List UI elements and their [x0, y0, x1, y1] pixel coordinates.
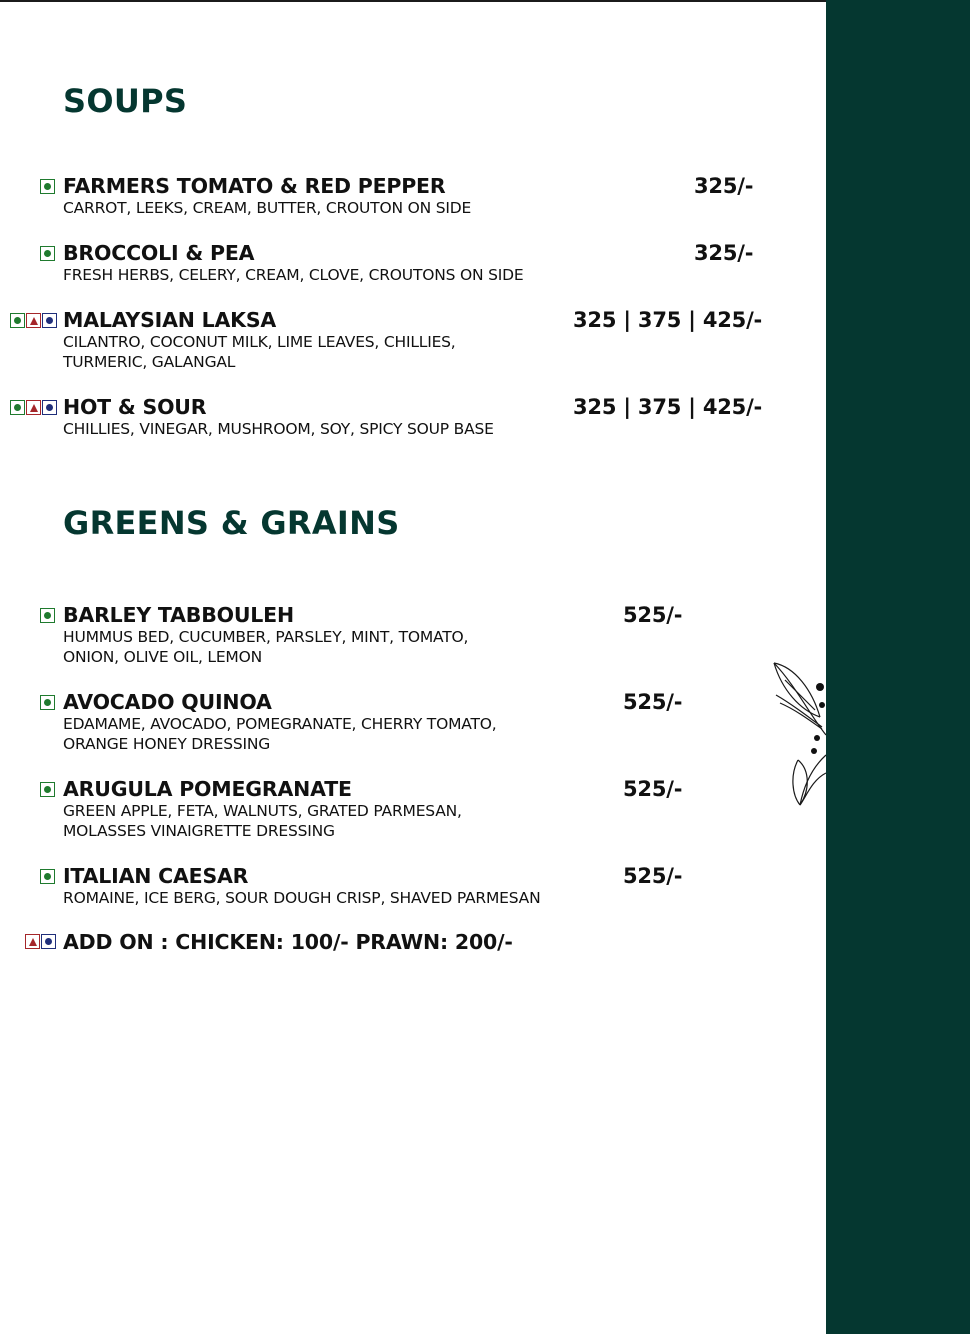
item-name: FARMERS TOMATO & RED PEPPER [63, 174, 446, 198]
item-name: BROCCOLI & PEA [63, 241, 255, 265]
item-price: 325 | 375 | 425/- [573, 395, 763, 419]
item-description: FRESH HERBS, CELERY, CREAM, CLOVE, CROUTONS ON SIDE [63, 266, 524, 284]
non-veg-mark-icon [26, 400, 41, 415]
menu-item [63, 777, 462, 841]
item-description-line: HUMMUS BED, CUCUMBER, PARSLEY, MINT, TOMATO, [63, 628, 469, 646]
menu-item [63, 603, 468, 667]
item-price: 325/- [694, 174, 754, 198]
diet-marks [40, 782, 55, 797]
veg-mark-icon [40, 608, 55, 623]
top-rule [0, 0, 826, 2]
item-description: CHILLIES, VINEGAR, MUSHROOM, SOY, SPICY SOUP BASE [63, 420, 494, 438]
veg-mark-icon [40, 246, 55, 261]
item-description-line: ORANGE HONEY DRESSING [63, 735, 271, 753]
item-description: ROMAINE, ICE BERG, SOUR DOUGH CRISP, SHAVED PARMESAN [63, 889, 541, 907]
egg-mark-icon [42, 313, 57, 328]
item-price: 325 | 375 | 425/- [573, 308, 763, 332]
veg-mark-icon [40, 869, 55, 884]
leaf-branch-illustration [770, 655, 826, 815]
non-veg-mark-icon [26, 313, 41, 328]
diet-marks [10, 313, 57, 328]
item-name: AVOCADO QUINOA [63, 690, 272, 714]
non-veg-mark-icon [25, 934, 40, 949]
item-price: 525/- [623, 777, 683, 801]
item-description: CARROT, LEEKS, CREAM, BUTTER, CROUTON ON SIDE [63, 199, 472, 217]
item-name: MALAYSIAN LAKSA [63, 308, 277, 332]
menu-item [63, 395, 494, 439]
diet-marks [40, 695, 55, 710]
veg-mark-icon [10, 400, 25, 415]
menu-item [63, 241, 523, 285]
diet-marks [40, 179, 55, 194]
section-title-soups: SOUPS [63, 82, 188, 120]
veg-mark-icon [10, 313, 25, 328]
egg-mark-icon [41, 934, 56, 949]
diet-marks [25, 934, 56, 949]
item-description-line: MOLASSES VINAIGRETTE DRESSING [63, 822, 335, 840]
veg-mark-icon [40, 782, 55, 797]
item-description-line: CILANTRO, COCONUT MILK, LIME LEAVES, CHILLIES, [63, 333, 456, 351]
section-title-greens-grains: GREENS & GRAINS [63, 504, 400, 542]
menu-item [63, 174, 471, 218]
egg-mark-icon [42, 400, 57, 415]
item-description-line: GREEN APPLE, FETA, WALNUTS, GRATED PARMESAN, [63, 802, 462, 820]
side-panel [826, 0, 970, 1334]
item-description-line: EDAMAME, AVOCADO, POMEGRANATE, CHERRY TOMATO, [63, 715, 497, 733]
add-on-line: ADD ON : CHICKEN: 100/- PRAWN: 200/- [63, 930, 513, 954]
veg-mark-icon [40, 695, 55, 710]
menu-item [63, 864, 540, 908]
menu-item [63, 690, 496, 754]
diet-marks [10, 400, 57, 415]
menu-item [63, 308, 456, 372]
item-name: ITALIAN CAESAR [63, 864, 249, 888]
item-name: BARLEY TABBOULEH [63, 603, 294, 627]
veg-mark-icon [40, 179, 55, 194]
diet-marks [40, 608, 55, 623]
item-description-line: ONION, OLIVE OIL, LEMON [63, 648, 263, 666]
item-price: 525/- [623, 864, 683, 888]
item-price: 325/- [694, 241, 754, 265]
diet-marks [40, 869, 55, 884]
item-price: 525/- [623, 690, 683, 714]
diet-marks [40, 246, 55, 261]
item-name: HOT & SOUR [63, 395, 207, 419]
item-price: 525/- [623, 603, 683, 627]
item-description-line: TURMERIC, GALANGAL [63, 353, 236, 371]
item-name: ARUGULA POMEGRANATE [63, 777, 352, 801]
